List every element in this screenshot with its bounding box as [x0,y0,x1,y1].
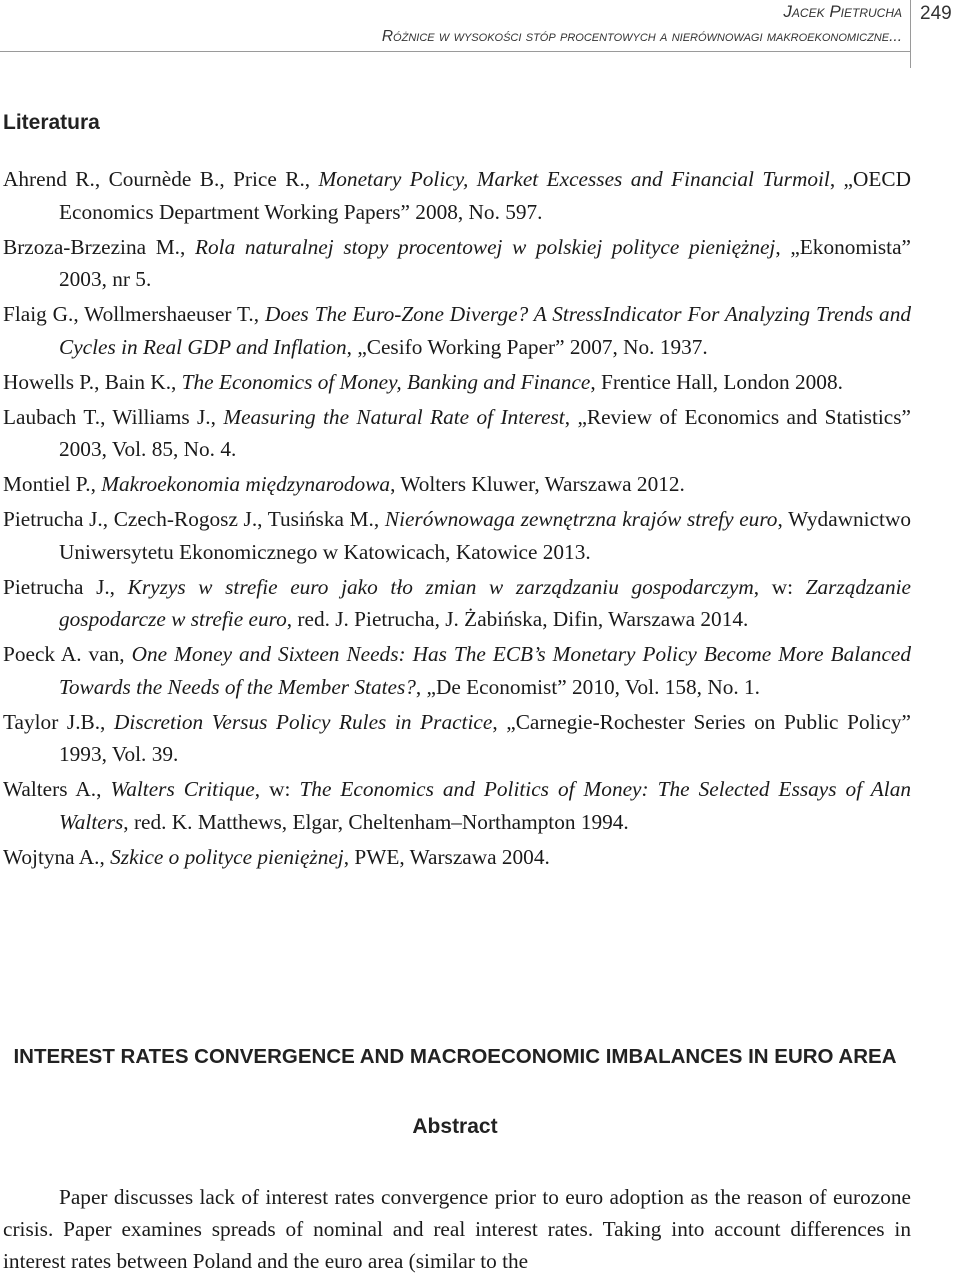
english-paper-title: INTEREST RATES CONVERGENCE AND MACROECONOMIC IMBALANCES IN EURO AREA [13,1045,897,1068]
reference-list [3,163,911,876]
reference-authors: Wojtyna A., [3,844,111,869]
reference-title: Discretion Versus Policy Rules in Practice [114,709,493,734]
reference-authors: Poeck A. van, [3,642,132,666]
reference-authors: Ahrend R., Cournède B., Price R., [3,167,319,191]
reference-item [3,706,911,771]
reference-item [3,231,911,296]
reference-source: , „Cesifo Working Paper” 2007, No. 1937. [346,334,708,359]
reference-authors: Laubach T., Williams J., [3,404,224,429]
literature-heading: Literatura [3,111,100,134]
reference-authors: Pietrucha J., [3,574,128,599]
header-divider [0,51,910,52]
reference-item [3,638,911,703]
reference-item [3,503,911,568]
reference-authors: Flaig G., Wollmershaeuser T., [3,302,265,326]
reference-source: , Wydawnictwo Uniwersytetu Ekonomicznego w Katowicach, Katowice 2013. [59,507,911,564]
reference-source: , „Carnegie-Rochester Series on Public Policy” 1993, Vol. 39. [59,709,911,766]
reference-item [3,468,911,501]
header-article-title: Różnice w wysokości stóp procentowych a nierównowagi makroekonomiczne... [381,28,902,45]
reference-source: , „Ekonomista” 2003, nr 5. [59,234,911,291]
reference-source: , PWE, Warszawa 2004. [343,844,550,869]
reference-authors: Brzoza-Brzezina M., [3,234,196,259]
reference-item [3,163,911,228]
reference-title: Walters Critique [110,777,255,801]
reference-item [3,298,911,363]
reference-authors: Montiel P., [3,472,102,496]
reference-title: Szkice o polityce pieniężnej [110,844,344,869]
reference-title: Rola naturalnej stopy procentowej w polskiej polityce pieniężnej [195,234,776,259]
reference-book-title: The Economics and Politics of Money: The Selected Essays of Alan Walters [59,777,911,834]
reference-source: , w: [753,574,806,599]
reference-item [3,571,911,636]
reference-source: , Frentice Hall, London 2008. [590,369,843,394]
reference-title: One Money and Sixteen Needs: Has The ECB’s Monetary Policy Become More Balanced Towards the Needs of the Member States? [59,642,911,699]
abstract-text: Paper discusses lack of interest rates convergence prior to euro adoption as the reason of eurozone crisis. Paper examines spreads of nominal and real interest rates. Taking into account differences in interest rates between Poland and the euro area (similar to the [3,1185,911,1273]
reference-authors: Taylor J.B., [3,709,115,734]
reference-authors: Howells P., Bain K., [3,369,182,394]
reference-source: , „De Economist” 2010, Vol. 158, No. 1. [415,674,760,699]
reference-title: Monetary Policy, Market Excesses and Financial Turmoil [318,167,830,191]
reference-item [3,841,911,874]
reference-source: , w: [254,777,300,801]
reference-source: , „Review of Economics and Statistics” 2003, Vol. 85, No. 4. [59,404,911,461]
reference-title: The Economics of Money, Banking and Finance [181,369,591,394]
reference-source: , „OECD Economics Department Working Papers” 2008, No. 597. [59,167,911,224]
reference-book-title: Zarządzanie gospodarcze w strefie euro [59,574,912,631]
reference-authors: Walters A., [3,777,111,801]
reference-title: Measuring the Natural Rate of Interest [223,404,565,429]
abstract-heading: Abstract [412,1115,498,1138]
reference-title: Makroekonomia międzynarodowa [101,472,391,496]
reference-title: Does The Euro-Zone Diverge? A StressIndicator For Analyzing Trends and Cycles in Real GDP and Inflation [59,302,911,359]
page-number: 249 [920,3,952,24]
header-author: Jacek Pietrucha [783,2,902,21]
reference-title: Kryzys w strefie euro jako tło zmian w zarządzaniu gospodarczym [127,574,754,599]
reference-authors: Pietrucha J., Czech-Rogosz J., Tusińska M., [3,507,385,531]
reference-editors: , red. J. Pietrucha, J. Żabińska, Difin, Warszawa 2014. [286,607,749,631]
reference-source: , Wolters Kluwer, Warszawa 2012. [390,472,685,496]
reference-item [3,773,911,838]
reference-editors: , red. K. Matthews, Elgar, Cheltenham–Northampton 1994. [123,809,629,834]
reference-title: Nierównowaga zewnętrzna krajów strefy euro [384,507,778,531]
header-vertical-divider [910,0,911,68]
reference-item [3,366,911,399]
reference-item [3,401,911,466]
